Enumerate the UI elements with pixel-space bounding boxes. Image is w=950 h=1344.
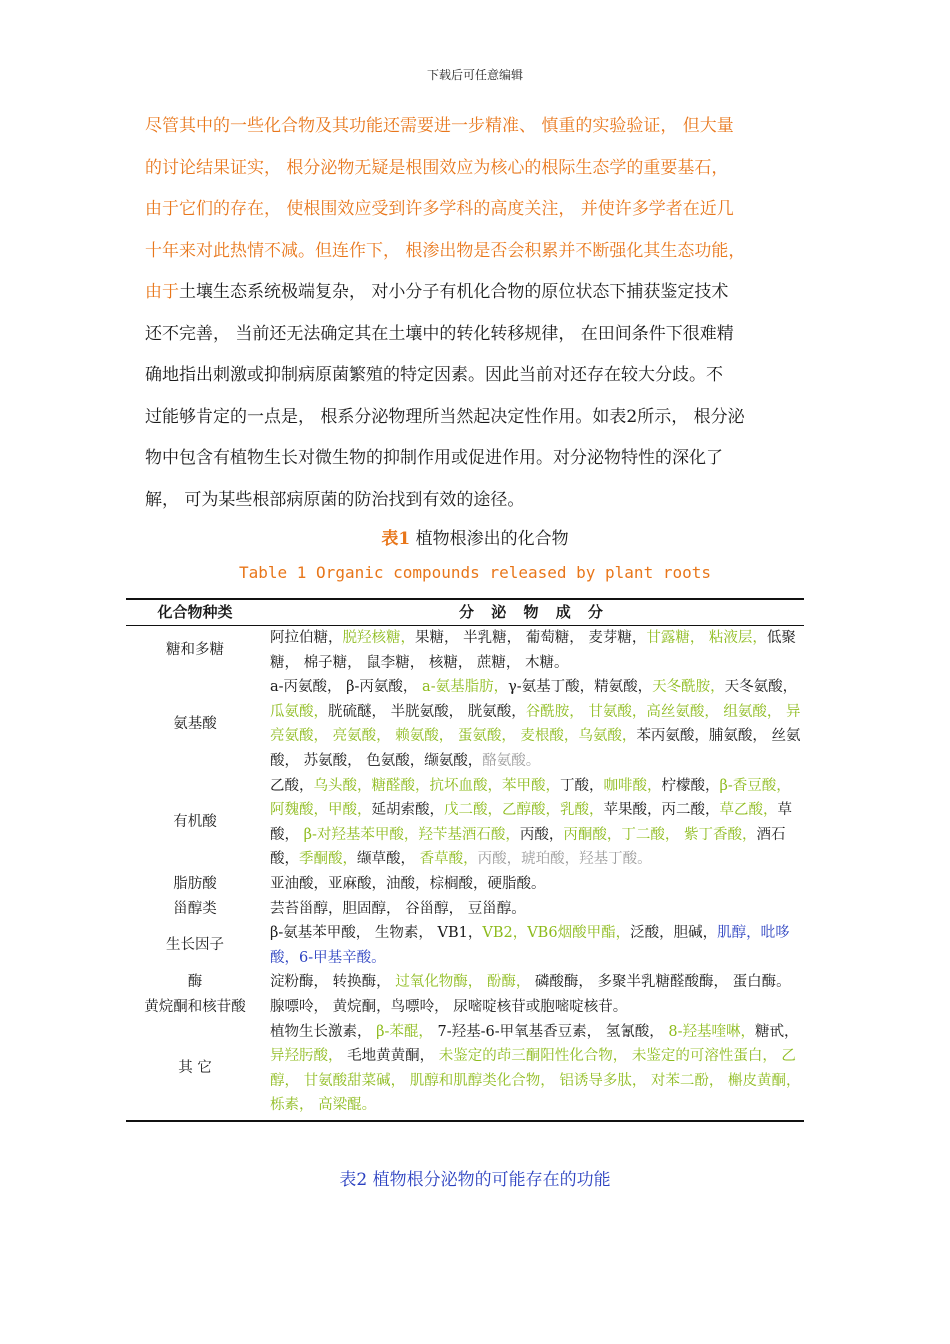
paragraph-text: 物中包含有植物生长对微生物的抑制作用或促进作用。对分泌物特性的深化了 [145, 448, 723, 468]
compound-segment: 阿拉伯糖， [270, 630, 343, 646]
paragraph-line [145, 231, 815, 273]
compound-segment: 草乙酸， [719, 802, 778, 819]
compound-segment: 毛地黄黄酮， [342, 1048, 435, 1065]
paragraph-text: 解， 可为某些根部病原菌的防治找到有效的途径。 [145, 489, 525, 510]
compound-segment: 糖甙， [755, 1023, 799, 1040]
compound-segment: 苯丙氨酸，脯氨酸， 丝氨酸， 苏氨酸， 色氨酸，缬氨酸， [270, 728, 801, 769]
paragraph-line [145, 480, 815, 522]
paragraph-line [145, 397, 815, 439]
compound-segment: 戊二酸，乙醇酸，乳酸， [444, 802, 604, 819]
compound-list [264, 1020, 804, 1121]
compound-segment: 低聚糖， 棉子糖， 鼠李糖， 核糖， 蔗糖， 木糖。 [270, 630, 796, 671]
compound-category: 有机酸 [173, 814, 217, 831]
compound-segment: VB2，VB6 [482, 925, 558, 942]
paragraph-line [145, 314, 815, 356]
compound-segment: 乌头酸，糖醛酸，抗坏血酸，苯甲酸， [313, 777, 560, 794]
column-header-components: 分 泌 物 成 分 [264, 599, 804, 626]
paragraph-orange-text: 十年来对此热情不减。但连作下， 根渗出物是否会积累并不断强化其生态功能， [145, 240, 746, 261]
compound-segment: β-香豆酸，阿魏酸，甲酸， [270, 777, 791, 819]
compound-segment: 植物生长激素， [270, 1023, 372, 1040]
table-row [126, 774, 804, 872]
compound-segment: 天冬酰胺， [652, 679, 725, 696]
compound-segment: a-氨基脂肪， [417, 679, 509, 696]
paragraph-line [145, 189, 815, 231]
compound-segment: 天冬氨酸， [724, 679, 798, 696]
compound-category: 酶 [187, 974, 203, 991]
compound-list [264, 970, 804, 995]
compound-list [264, 995, 804, 1020]
paragraph-text: 过能够肯定的一点是， 根系分泌物理所当然起决定性作用。如表2所示， 根分泌 [145, 406, 745, 427]
compound-category: 糖和多糖 [166, 642, 224, 659]
compound-segment: 7-羟基-6-甲氧基香豆素， 氢氰酸， [432, 1023, 664, 1040]
compound-segment: a-丙氨酸， β-丙氨酸， [270, 679, 418, 696]
table-row [126, 626, 804, 676]
table-row [126, 675, 804, 773]
compound-segment: 丁酸， [560, 777, 604, 794]
compound-segment: 丙酸， [519, 826, 564, 843]
compound-segment: 甘露糖， 粘液层， [646, 630, 767, 646]
table1-caption-text: 植物根渗出的化合物 [410, 529, 569, 549]
compound-list [264, 897, 804, 922]
column-header-category: 化合物种类 [126, 599, 264, 626]
compound-segment: 瓜氨酸， [270, 703, 328, 720]
table2-caption: 表2 植物根分泌物的可能存在的功能 [339, 1170, 611, 1190]
compound-segment: 咖啡酸， [603, 777, 662, 794]
compound-segment: γ-氨基丁酸，精氨酸， [508, 679, 653, 696]
compound-segment: 8-羟基喹啉， [663, 1023, 756, 1040]
compound-list [264, 921, 804, 970]
compound-list [264, 872, 804, 897]
compound-segment: 草酸， [270, 802, 792, 843]
compound-segment: β-苯醌， [371, 1023, 433, 1040]
compound-segment: 腺嘌呤， 黄烷酮，鸟嘌呤， 尿嘧啶核苷或胞嘧啶核苷。 [270, 998, 628, 1015]
compound-category: 黄烷酮和核苷酸 [144, 998, 246, 1015]
paragraph-orange-text: 的讨论结果证实， 根分泌物无疑是根围效应为核心的根际生态学的重要基石， [145, 157, 729, 178]
compounds-table [126, 598, 804, 1122]
compound-category: 其 它 [126, 1020, 264, 1121]
paragraph-text: 还不完善， 当前还无法确定其在土壤中的转化转移规律， 在田间条件下很难精 [145, 323, 734, 344]
compound-segment: 脱羟核糖， [342, 630, 415, 646]
paragraph-orange-text: 由于它们的存在， 使根围效应受到许多学科的高度关注， 并使许多学者在近几 [145, 199, 734, 219]
compound-segment: 香草酸， [415, 851, 478, 868]
table1-caption-label: 表1 [381, 529, 411, 549]
compound-segment: 磷酸酶， 多聚半乳糖醛酸酶， 蛋白酶。 [530, 974, 791, 991]
paragraph-orange-text: 尽管其中的一些化合物及其功能还需要进一步精准、 慎重的实验验证， 但大量 [145, 116, 734, 136]
compound-segment: 异羟肟酸， [270, 1048, 343, 1065]
table1-caption-en: Table 1 Organic compounds released by plant roots [238, 563, 711, 582]
compound-list [264, 774, 804, 872]
compound-segment: β-对羟基苯甲酸，羟苄基酒石酸， [299, 826, 520, 843]
compound-segment: 缬草酸， [357, 851, 415, 868]
paragraph-line [145, 106, 815, 148]
compound-segment: 过氧化物酶， 酚酶， [390, 974, 531, 991]
compound-segment: 胱硫醚， 半胱氨酸， 胱氨酸， [328, 703, 526, 720]
table-row [126, 995, 804, 1020]
table-row [126, 1020, 804, 1121]
compound-segment: 柠檬酸， [661, 777, 720, 794]
compound-segment: β-氨基苯甲酸， 生物素， [270, 925, 433, 942]
compound-segment: VB1， [432, 925, 483, 942]
compound-segment: 丙酸，琥珀酸，羟基丁酸。 [477, 851, 652, 868]
paragraph-line [145, 438, 815, 480]
paragraph-line [145, 272, 815, 314]
compound-segment: 酒石酸， [270, 826, 786, 868]
paragraph-line [145, 148, 815, 190]
compound-segment: 苹果酸，丙二酸， [603, 802, 720, 819]
table-header-row [126, 599, 804, 626]
table-row [126, 872, 804, 897]
table-row [126, 921, 804, 970]
compound-list [264, 626, 804, 676]
body-paragraph [145, 106, 815, 521]
compound-segment: 淀粉酶， 转换酶， [270, 974, 391, 991]
paragraph-line [145, 355, 815, 397]
paragraph-text: 确地指出刺激或抑制病原菌繁殖的特定因素。因此当前对还存在较大分歧。不 [145, 365, 723, 385]
table-row [126, 897, 804, 922]
table1-caption [0, 524, 950, 549]
compound-segment: 泛酸，胆碱， [630, 925, 718, 942]
compound-segment: 亚油酸，亚麻酸，油酸，棕榈酸，硬脂酸。 [270, 875, 546, 892]
compound-category: 脂肪酸 [173, 875, 217, 892]
compound-category: 甾醇类 [173, 900, 217, 917]
compound-segment: 酪氨酸。 [482, 752, 541, 769]
compound-segment: 丙酮酸，丁二酸， 紫丁香酸， [563, 826, 757, 843]
compound-segment: 季酮酸， [299, 851, 357, 868]
compound-segment: 肌醇，吡哆酸，6-甲基辛酸。 [270, 925, 790, 966]
paragraph-orange-text: 由于 [145, 282, 179, 302]
compound-segment: 延胡索酸， [371, 802, 444, 819]
compound-segment: 果糖， 半乳糖， 葡萄糖， 麦芽糖， [415, 630, 647, 646]
table-row [126, 970, 804, 995]
compound-segment: 谷酰胺， 甘氨酸，高丝氨酸， 组氨酸， 异亮氨酸， 亮氨酸， 赖氨酸， 蛋氨酸， 麦根酸，乌氨酸， [270, 703, 801, 745]
compound-category: 氨基酸 [173, 716, 217, 733]
paragraph-text: 土壤生态系统极端复杂， 对小分子有机化合物的原位状态下捕获鉴定技术 [179, 282, 729, 302]
compound-segment: 烟酸甲酯， [557, 925, 631, 942]
compound-segment: 芸苔甾醇，胆固醇， 谷甾醇， 豆甾醇。 [270, 900, 526, 917]
compound-category: 生长因子 [166, 937, 224, 954]
compound-segment: 乙酸， [270, 777, 314, 794]
compound-segment: 未鉴定的茚三酮阳性化合物， 未鉴定的可溶性蛋白， 乙醇， 甘氨酸甜菜碱， 肌醇和肌醇类化合物， 铝诱导多肽， 对苯二酚， 槲皮黄酮， 栎素， 高梁醌。 [270, 1048, 801, 1114]
page-header: 下载后可任意编辑 [426, 68, 523, 82]
compound-list [264, 675, 804, 773]
